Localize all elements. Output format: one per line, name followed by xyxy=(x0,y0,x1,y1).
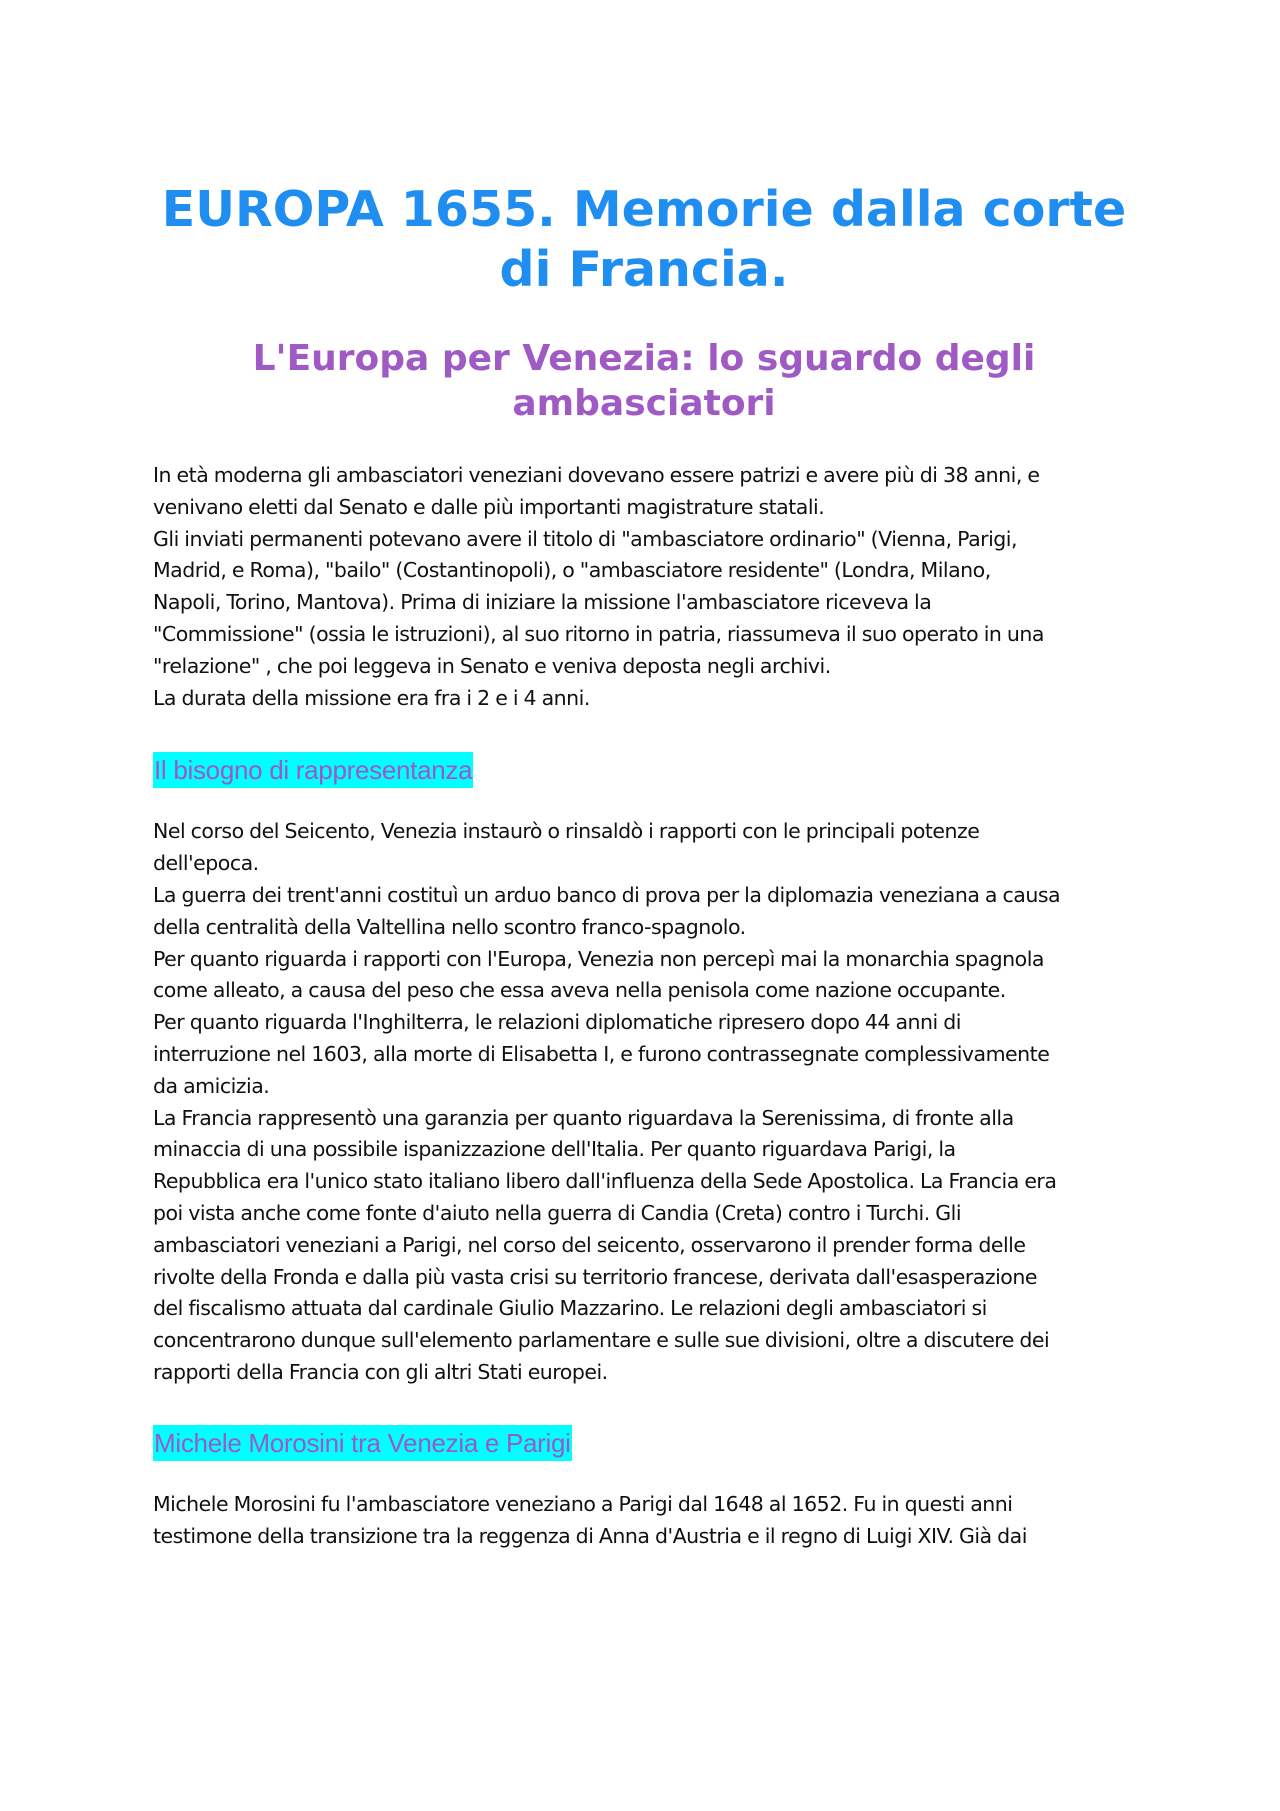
text-line: del fiscalismo attuata dal cardinale Giulio Mazzarino. Le relazioni degli ambasciatori si xyxy=(153,1296,987,1321)
text-line: testimone della transizione tra la reggenza di Anna d'Austria e il regno di Luigi XIV. Già dai xyxy=(153,1523,1027,1548)
text-line: Madrid, e Roma), "bailo" (Costantinopoli), o "ambasciatore residente" (Londra, Milano, xyxy=(153,558,991,583)
text-line: rapporti della Francia con gli altri Stati europei. xyxy=(153,1359,608,1384)
text-line: Michele Morosini fu l'ambasciatore veneziano a Parigi dal 1648 al 1652. Fu in questi anni xyxy=(153,1491,1013,1516)
text-line: Repubblica era l'unico stato italiano libero dall'influenza della Sede Apostolica. La Francia era xyxy=(153,1169,1057,1194)
text-line: come alleato, a causa del peso che essa aveva nella penisola come nazione occupante. xyxy=(153,978,1006,1003)
text-line: La durata della missione era fra i 2 e i 4 anni. xyxy=(153,685,590,710)
document-content xyxy=(153,180,1135,1552)
text-line: La guerra dei trent'anni costituì un arduo banco di prova per la diplomazia veneziana a causa xyxy=(153,882,1061,907)
text-line: In età moderna gli ambasciatori veneziani dovevano essere patrizi e avere più di 38 anni, e xyxy=(153,463,1040,487)
intro-paragraph xyxy=(153,460,1135,714)
text-line: poi vista anche come fonte d'aiuto nella guerra di Candia (Creta) contro i Turchi. Gli xyxy=(153,1200,962,1225)
text-line: concentrarono dunque sull'elemento parlamentare e sulle sue divisioni, oltre a discutere dei xyxy=(153,1328,1050,1353)
text-line: Napoli, Torino, Mantova). Prima di iniziare la missione l'ambasciatore riceveva la xyxy=(153,590,932,615)
text-line: ambasciatori veneziani a Parigi, nel corso del seicento, osservarono il prender forma delle xyxy=(153,1232,1026,1257)
text-line: "relazione" , che poi leggeva in Senato e veniva deposta negli archivi. xyxy=(153,653,831,678)
text-line: della centralità della Valtellina nello scontro franco-spagnolo. xyxy=(153,914,746,939)
text-line: da amicizia. xyxy=(153,1073,270,1098)
text-line: rivolte della Fronda e dalla più vasta crisi su territorio francese, derivata dall'esasperazione xyxy=(153,1264,1037,1289)
section-heading-wrapper xyxy=(153,752,1135,790)
text-line: Gli inviati permanenti potevano avere il titolo di "ambasciatore ordinario" (Vienna, Parigi, xyxy=(153,526,1017,551)
text-line: interruzione nel 1603, alla morte di Elisabetta I, e furono contrassegnate complessivamente xyxy=(153,1041,1050,1066)
text-line: "Commissione" (ossia le istruzioni), al suo ritorno in patria, riassumeva il suo operato in una xyxy=(153,621,1044,646)
text-line: venivano eletti dal Senato e dalle più importanti magistrature statali. xyxy=(153,494,825,519)
text-line: Per quanto riguarda i rapporti con l'Europa, Venezia non percepì mai la monarchia spagnola xyxy=(153,946,1044,971)
text-line: Nel corso del Seicento, Venezia instaurò o rinsaldò i rapporti con le principali potenze xyxy=(153,819,980,844)
text-line: dell'epoca. xyxy=(153,851,259,876)
text-line: La Francia rappresentò una garanzia per quanto riguardava la Serenissima, di fronte alla xyxy=(153,1105,1014,1130)
section-heading-rappresentanza: Il bisogno di rappresentanza xyxy=(153,752,473,788)
document-title: EUROPA 1655. Memorie dalla corte di Francia. xyxy=(161,181,1127,298)
document-subtitle: L'Europa per Venezia: lo sguardo degli ambasciatori xyxy=(252,338,1036,424)
section-rappresentanza-text xyxy=(153,816,1135,1388)
text-line: minaccia di una possibile ispanizzazione dell'Italia. Per quanto riguardava Parigi, la xyxy=(153,1137,956,1162)
section-morosini-text xyxy=(153,1489,1135,1553)
text-line: Per quanto riguarda l'Inghilterra, le relazioni diplomatiche ripresero dopo 44 anni di xyxy=(153,1010,961,1035)
section-heading-wrapper xyxy=(153,1425,1135,1463)
section-heading-morosini: Michele Morosini tra Venezia e Parigi xyxy=(153,1425,572,1461)
